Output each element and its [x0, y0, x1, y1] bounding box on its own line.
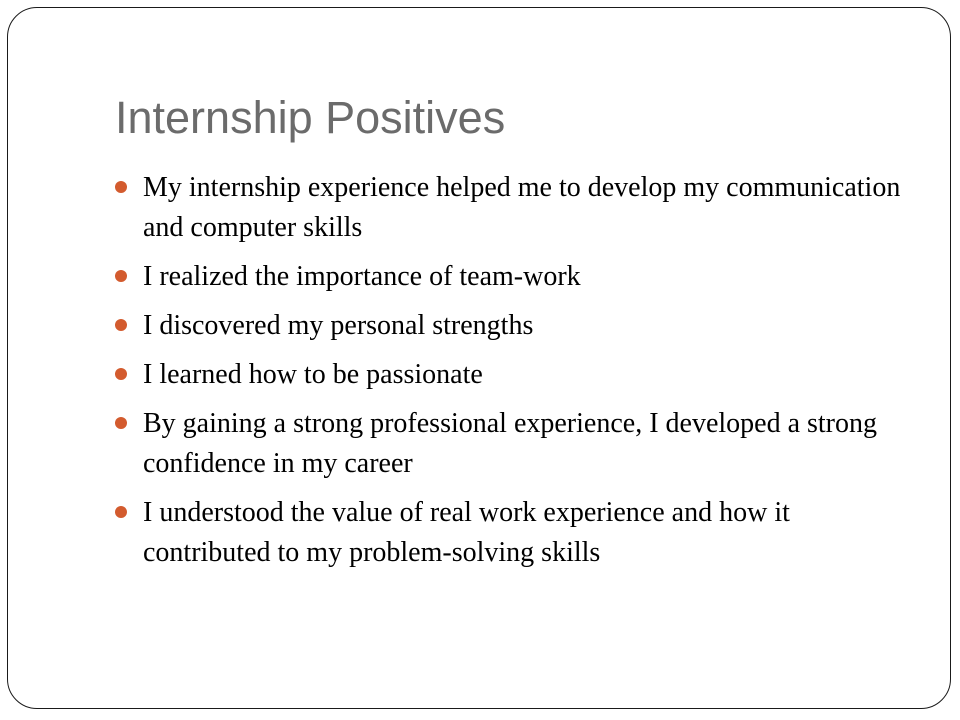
bullet-dot-icon [115, 181, 127, 193]
bullet-item [115, 493, 905, 573]
bullet-item [115, 257, 905, 297]
slide-title: Internship Positives [115, 92, 506, 143]
bullet-dot-icon [115, 417, 127, 429]
bullet-item [115, 306, 905, 346]
bullet-dot-icon [115, 506, 127, 518]
bullet-text: I understood the value of real work experience and how it contributed to my problem-solving skills [143, 497, 790, 568]
bullet-dot-icon [115, 368, 127, 380]
bullet-item [115, 355, 905, 395]
bullet-dot-icon [115, 319, 127, 331]
bullet-list [115, 168, 905, 582]
bullet-dot-icon [115, 270, 127, 282]
bullet-item [115, 404, 905, 484]
bullet-text: I learned how to be passionate [143, 359, 483, 390]
bullet-item [115, 168, 905, 248]
slide-frame [7, 7, 951, 709]
bullet-text: I realized the importance of team-work [143, 261, 581, 292]
bullet-text: My internship experience helped me to develop my communication and computer skills [143, 172, 901, 243]
bullet-text: I discovered my personal strengths [143, 310, 534, 341]
bullet-text: By gaining a strong professional experience, I developed a strong confidence in my career [143, 408, 878, 479]
